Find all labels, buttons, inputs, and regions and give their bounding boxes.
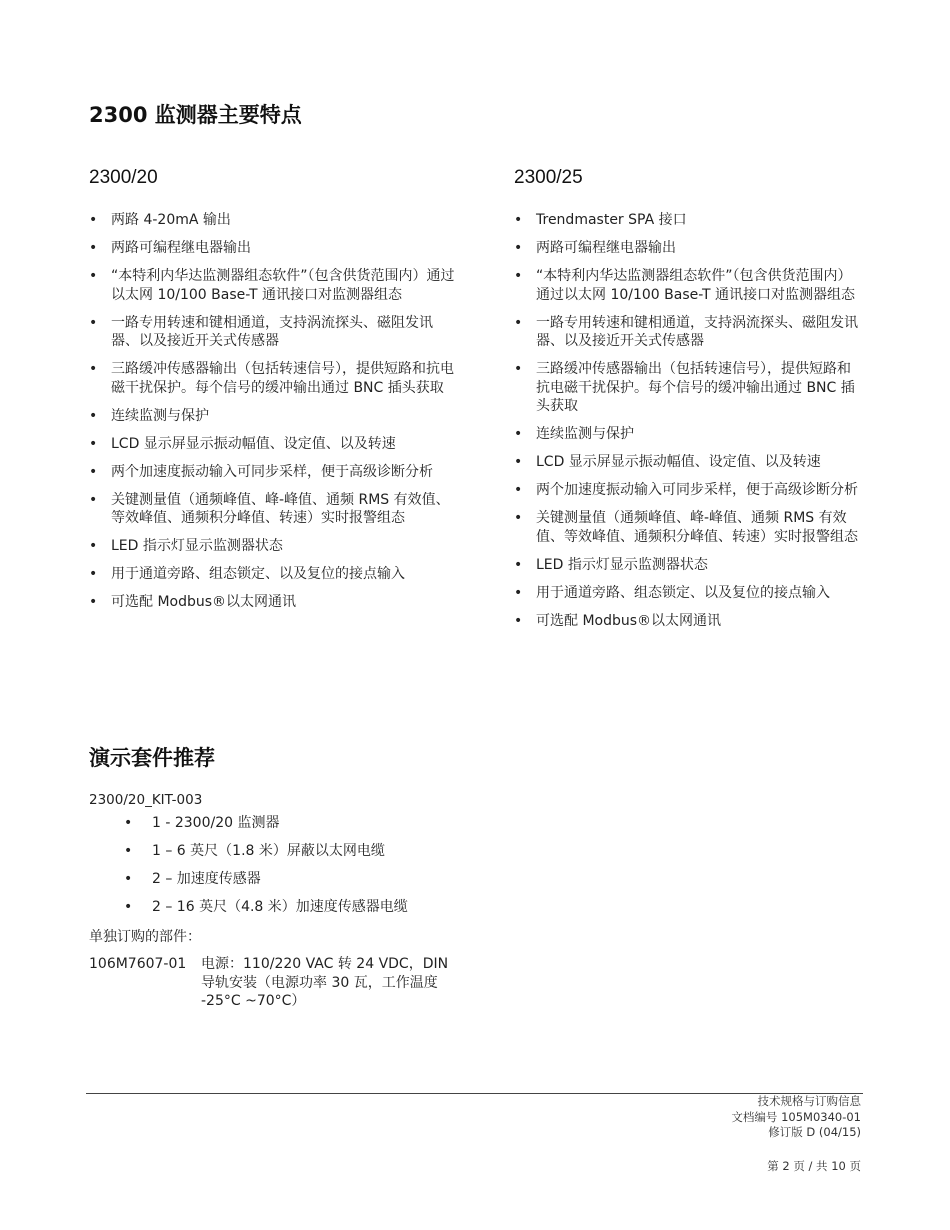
kit-code: 2300/20_KIT-003 [89,792,203,808]
footer-doc-number: 文档编号 105M0340-01 [731,1109,861,1124]
part-number: 106M7607-01 [89,956,187,972]
footer-revision: 修订版 D (04/15) [768,1125,861,1139]
list-item: • LCD 显示屏显示振动幅值、设定值、以及转速 [514,453,864,472]
list-item: • 两个加速度振动输入可同步采样，便于高级诊断分析 [89,463,459,482]
list-item: • “本特利内华达监测器组态软件”（包含供货范围内）通过以太网 10/100 Base-T 通讯接口对监测器组态 [89,267,459,304]
list-item: • 2 – 16 英尺（4.8 米）加速度传感器电缆 [124,898,408,916]
left-column [89,167,459,621]
list-item: • Trendmaster SPA 接口 [514,211,864,230]
kit-item-list [124,814,408,926]
list-item: • 一路专用转速和键相通道，支持涡流探头、磁阻发讯器、以及接近开关式传感器 [514,314,864,351]
part-description: 电源：110/220 VAC 转 24 VDC，DIN 导轨安装（电源功率 30 瓦，工作温度 -25°C ~70°C） [201,956,449,1009]
list-item: • 关键测量值（通频峰值、峰-峰值、通频 RMS 有效值、等效峰值、通频积分峰值、转速）实时报警组态 [89,491,459,528]
list-item: • 两个加速度振动输入可同步采样，便于高级诊断分析 [514,481,864,500]
list-item: • 两路 4-20mA 输出 [89,211,459,230]
list-item: • 可选配 Modbus®以太网通讯 [89,593,459,612]
page-number: 第 2 页 / 共 10 页 [767,1159,861,1173]
page-title: 2300 监测器主要特点 [89,103,302,127]
list-item: • 两路可编程继电器输出 [89,239,459,258]
kit-section-title: 演示套件推荐 [89,746,215,770]
right-column [514,167,864,640]
list-item: • “本特利内华达监测器组态软件”（包含供货范围内）通过以太网 10/100 Base-T 通讯接口对监测器组态 [514,267,864,304]
footer-doc-title: 技术规格与订购信息 [757,1094,861,1108]
list-item: • 三路缓冲传感器输出（包括转速信号），提供短路和抗电磁干扰保护。每个信号的缓冲输出通过 BNC 插头获取 [514,360,864,416]
list-item: • 三路缓冲传感器输出（包括转速信号），提供短路和抗电磁干扰保护。每个信号的缓冲输出通过 BNC 插头获取 [89,360,459,397]
list-item: • 用于通道旁路、组态锁定、以及复位的接点输入 [514,584,864,603]
list-item: • 连续监测与保护 [89,407,459,426]
list-item: • LED 指示灯显示监测器状态 [89,537,459,556]
list-item: • 关键测量值（通频峰值、峰-峰值、通频 RMS 有效值、等效峰值、通频积分峰值、转速）实时报警组态 [514,509,864,546]
list-item: • 一路专用转速和键相通道，支持涡流探头、磁阻发讯器、以及接近开关式传感器 [89,314,459,351]
list-item: • 可选配 Modbus®以太网通讯 [514,612,864,631]
list-item: • LED 指示灯显示监测器状态 [514,556,864,575]
list-item: • 用于通道旁路、组态锁定、以及复位的接点输入 [89,565,459,584]
left-column-heading: 2300/20 [89,167,158,188]
list-item: • 2 – 加速度传感器 [124,870,408,888]
left-feature-list [89,211,459,612]
list-item: • 连续监测与保护 [514,425,864,444]
footer-doc-info [731,1094,861,1141]
list-item: • LCD 显示屏显示振动幅值、设定值、以及转速 [89,435,459,454]
list-item: • 两路可编程继电器输出 [514,239,864,258]
separate-order-label: 单独订购的部件： [89,929,201,945]
right-column-heading: 2300/25 [514,167,583,188]
right-feature-list [514,211,864,630]
list-item: • 1 – 6 英尺（1.8 米）屏蔽以太网电缆 [124,842,408,860]
list-item: • 1 - 2300/20 监测器 [124,814,408,832]
